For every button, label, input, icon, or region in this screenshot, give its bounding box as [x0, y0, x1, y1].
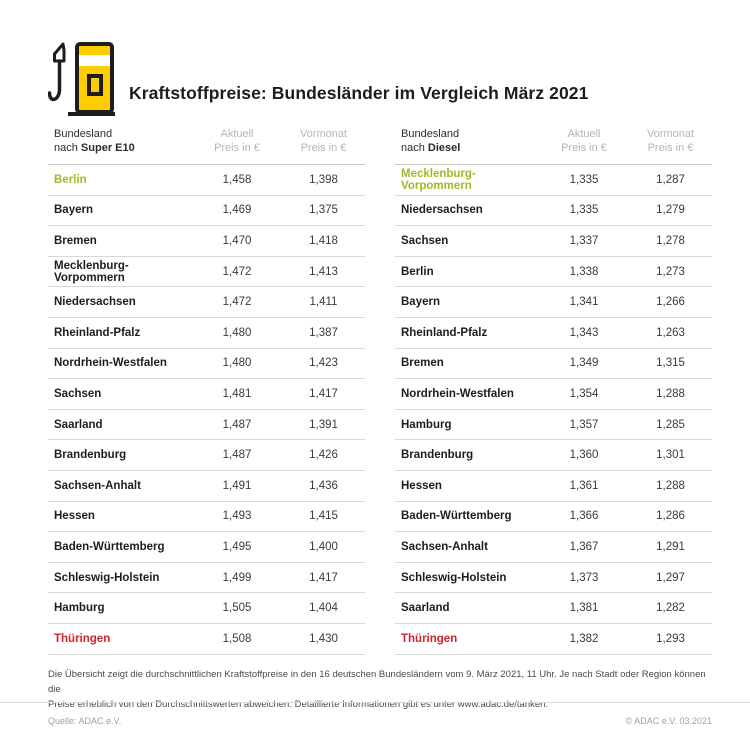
table-row: [48, 532, 365, 563]
state-name: Baden-Württemberg: [54, 540, 165, 553]
price-current: 1,472: [222, 265, 252, 278]
price-current: 1,487: [222, 418, 252, 431]
source-label: Quelle: ADAC e.V.: [48, 716, 122, 726]
nach-label: nach: [401, 142, 425, 154]
price-current: 1,470: [222, 234, 252, 247]
table-row: [395, 196, 712, 227]
price-previous: 1,278: [656, 234, 685, 247]
state-name: Sachsen: [54, 387, 102, 400]
price-previous: 1,387: [309, 326, 338, 339]
fuel-type-label: Diesel: [427, 142, 461, 154]
footer-divider: [0, 702, 750, 703]
price-previous: 1,282: [656, 602, 685, 615]
table-row: [48, 349, 365, 380]
state-name: Mecklenburg-Vorpommern: [54, 259, 129, 284]
state-name: Niedersachsen: [401, 204, 483, 217]
state-name: Berlin: [54, 173, 87, 186]
price-previous: 1,400: [309, 540, 338, 553]
table-body: [395, 165, 712, 655]
nach-label: nach: [54, 142, 78, 154]
table-row: [48, 165, 365, 196]
price-current: 1,337: [569, 234, 599, 247]
state-name: Hessen: [54, 510, 95, 523]
price-previous: 1,415: [309, 510, 338, 523]
table-row: [48, 287, 365, 318]
price-current: 1,349: [569, 357, 599, 370]
price-previous: 1,266: [656, 296, 685, 309]
copyright-label: © ADAC e.V. 03.2021: [625, 716, 712, 726]
state-name: Saarland: [401, 602, 450, 615]
price-current: 1,499: [222, 571, 252, 584]
price-previous: 1,315: [656, 357, 685, 370]
table-row: [395, 349, 712, 380]
table-row: [395, 593, 712, 624]
table-row: [48, 226, 365, 257]
price-current: 1,381: [569, 602, 599, 615]
column-header-bundesland: [48, 127, 192, 155]
table-diesel: [395, 127, 712, 655]
price-current: 1,505: [222, 602, 252, 615]
table-row: [48, 471, 365, 502]
column-header-aktuell: Aktuell Preis in €: [214, 128, 260, 154]
table-row: [395, 502, 712, 533]
price-current: 1,495: [222, 540, 252, 553]
price-previous: 1,417: [309, 387, 338, 400]
price-current: 1,508: [222, 632, 252, 645]
table-row: [48, 318, 365, 349]
price-current: 1,361: [569, 479, 599, 492]
table-row: [395, 226, 712, 257]
state-name: Sachsen: [401, 234, 449, 247]
price-current: 1,382: [569, 632, 599, 645]
table-row: [395, 257, 712, 288]
price-previous: 1,423: [309, 357, 338, 370]
price-previous: 1,411: [309, 296, 338, 309]
price-current: 1,360: [569, 449, 599, 462]
table-row: [395, 318, 712, 349]
state-name: Nordrhein-Westfalen: [54, 357, 167, 370]
fuel-type-label: Super E10: [80, 142, 135, 154]
price-current: 1,491: [222, 479, 252, 492]
state-name: Brandenburg: [54, 449, 127, 462]
state-name: Bayern: [401, 296, 440, 309]
state-name: Niedersachsen: [54, 296, 136, 309]
table-row: [48, 410, 365, 441]
price-current: 1,367: [569, 540, 599, 553]
price-previous: 1,279: [656, 204, 685, 217]
state-name: Saarland: [54, 418, 103, 431]
price-previous: 1,288: [656, 387, 685, 400]
price-current: 1,354: [569, 387, 599, 400]
price-current: 1,481: [222, 387, 252, 400]
price-current: 1,338: [569, 265, 599, 278]
price-current: 1,335: [569, 173, 599, 186]
column-header-vormonat: Vormonat Preis in €: [646, 128, 695, 154]
table-header: [48, 127, 365, 165]
price-current: 1,366: [569, 510, 599, 523]
state-name: Schleswig-Holstein: [401, 571, 507, 584]
price-previous: 1,436: [309, 479, 338, 492]
price-current: 1,357: [569, 418, 599, 431]
table-header: [395, 127, 712, 165]
price-previous: 1,418: [309, 234, 338, 247]
page-title: Kraftstoffpreise: Bundesländer im Vergleich März 2021: [129, 83, 589, 103]
table-row: [395, 379, 712, 410]
price-current: 1,480: [222, 326, 252, 339]
fuel-pump-icon: [48, 40, 116, 118]
price-previous: 1,273: [656, 265, 685, 278]
footer: [48, 716, 712, 726]
state-name: Berlin: [401, 265, 434, 278]
price-current: 1,493: [222, 510, 252, 523]
state-name: Hamburg: [401, 418, 452, 431]
state-name: Brandenburg: [401, 449, 474, 462]
state-name: Rheinland-Pfalz: [401, 326, 488, 339]
table-row: [48, 196, 365, 227]
price-previous: 1,293: [656, 632, 685, 645]
state-name: Baden-Württemberg: [401, 510, 512, 523]
table-row: [395, 532, 712, 563]
table-row: [395, 624, 712, 655]
table-row: [48, 624, 365, 655]
price-previous: 1,291: [656, 540, 685, 553]
footnote-line-2: Preise erheblich von den Durchschnittswerten abweichen. Detaillierte Informationen gibt es unter www.adac.de/tanken.: [48, 698, 549, 710]
price-previous: 1,398: [309, 173, 338, 186]
price-previous: 1,417: [309, 571, 338, 584]
price-current: 1,487: [222, 449, 252, 462]
table-row: [395, 563, 712, 594]
price-current: 1,472: [222, 296, 252, 309]
price-previous: 1,426: [309, 449, 338, 462]
table-row: [395, 287, 712, 318]
table-row: [48, 563, 365, 594]
price-previous: 1,430: [309, 632, 338, 645]
state-name: Thüringen: [54, 632, 111, 645]
price-current: 1,469: [222, 204, 252, 217]
price-current: 1,343: [569, 326, 599, 339]
state-name: Hamburg: [54, 602, 105, 615]
price-current: 1,480: [222, 357, 252, 370]
state-name: Hessen: [401, 479, 442, 492]
table-row: [48, 593, 365, 624]
table-row: [395, 165, 712, 196]
bundesland-label: Bundesland: [401, 128, 460, 140]
price-current: 1,458: [222, 173, 252, 186]
footnote-line-1: Die Übersicht zeigt die durchschnittlichen Kraftstoffpreise in den 16 deutschen Bundesländern vom 9. März 2021, 11 Uhr. Je nach Stadt oder Region können die: [48, 668, 706, 695]
price-previous: 1,391: [309, 418, 338, 431]
price-current: 1,373: [569, 571, 599, 584]
bundesland-label: Bundesland: [54, 128, 113, 140]
state-name: Sachsen-Anhalt: [54, 479, 141, 492]
price-previous: 1,375: [309, 204, 338, 217]
price-current: 1,335: [569, 204, 599, 217]
price-previous: 1,301: [656, 449, 685, 462]
price-previous: 1,263: [656, 326, 685, 339]
state-name: Bremen: [401, 357, 444, 370]
column-header-bundesland: [395, 127, 539, 155]
state-name: Sachsen-Anhalt: [401, 540, 488, 553]
price-previous: 1,297: [656, 571, 685, 584]
state-name: Rheinland-Pfalz: [54, 326, 141, 339]
table-row: [48, 379, 365, 410]
state-name: Mecklenburg-Vorpommern: [401, 167, 476, 192]
state-name: Bremen: [54, 234, 97, 247]
price-previous: 1,288: [656, 479, 685, 492]
state-name: Nordrhein-Westfalen: [401, 387, 514, 400]
state-name: Thüringen: [401, 632, 458, 645]
footnote: [48, 667, 712, 712]
table-row: [395, 410, 712, 441]
column-header-vormonat: Vormonat Preis in €: [299, 128, 348, 154]
column-header-aktuell: Aktuell Preis in €: [561, 128, 607, 154]
price-tables: [48, 127, 712, 655]
table-super-e10: [48, 127, 365, 655]
state-name: Bayern: [54, 204, 93, 217]
price-previous: 1,287: [656, 173, 685, 186]
table-body: [48, 165, 365, 655]
table-row: [395, 440, 712, 471]
price-previous: 1,286: [656, 510, 685, 523]
price-previous: 1,413: [309, 265, 338, 278]
state-name: Schleswig-Holstein: [54, 571, 160, 584]
table-row: [395, 471, 712, 502]
header: [48, 40, 712, 118]
price-previous: 1,404: [309, 602, 338, 615]
table-row: [48, 440, 365, 471]
table-row: [48, 502, 365, 533]
price-current: 1,341: [569, 296, 599, 309]
price-previous: 1,285: [656, 418, 685, 431]
table-row: [48, 257, 365, 288]
